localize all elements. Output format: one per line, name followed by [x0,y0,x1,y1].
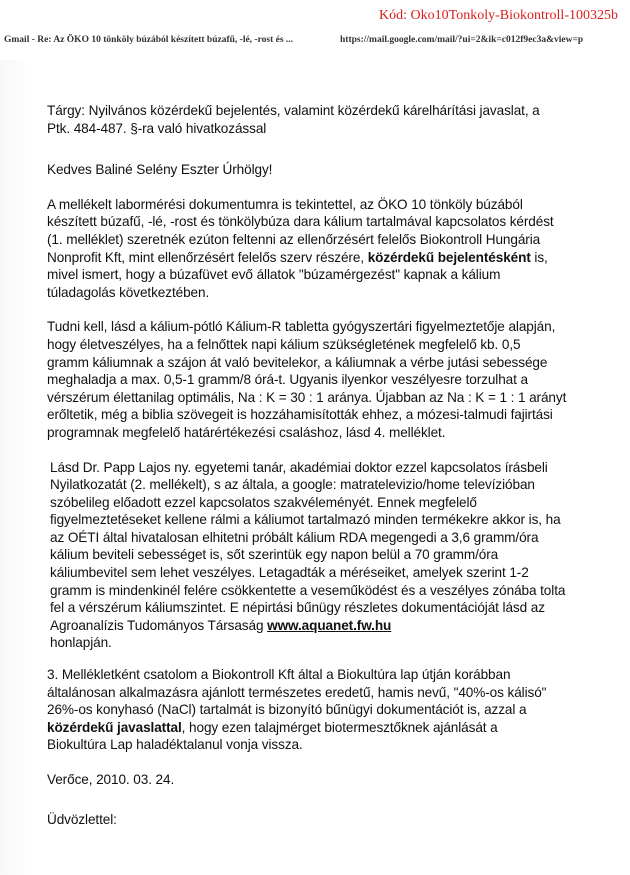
scan-edge-shading [0,60,30,875]
paragraph-1-text-a: A mellékelt labormérési dokumentumra is tekintettel, az ÖKO 10 tönköly búzából készített búzafű, -lé, -rost és tönkölybúza dara kálium tartalmával kapcsolatos kérdést (1. melléklet) szeretnék ezúton feltenni az ellenőrzésért felelős Biokontroll Hungária Nonprofit Kft, mint ellenőrzésért felelős szerv részére, [47,196,554,265]
paragraph-3-text-a: Lásd Dr. Papp Lajos ny. egyetemi tanár, akadémiai doktor ezzel kapcsolatos írásbeli Nyilatkozatát (2. mellékelt), s az általa, a google: matratelevizio/home televízióban szóbelileg előadott ezzel kapcsolatos szakvéleményét. Ennek megfelelő figyelmeztetéseket kellene rálmi a káliumot tartalmazó minden termékekre akkor is, ha az OÉTI által hivatalosan elhitetni próbált kálium RDA megengedi a 3,6 gramm/óra kálium beviteli sebességet is, sőt szerintük egy napon belül a 70 gramm/óra káliumbevitel sem lehet veszélyes. Letagadták a méréseiket, amelyek szerint 1-2 gramm is mindenkinél felére csökkentette a veseműködést és a veszélyes zónába tolta fel a vérszérum káliumszintet. E népirtási bűnügy részletes dokumentációját lásd az Agroanalízis Tudományos Társaság [50,459,566,633]
email-subject-header: Gmail - Re: Az ÖKO 10 tönköly búzából készített búzafű, -lé, -rost és ... [4,35,294,45]
paragraph-1-bold: közérdekű bejelentésként [367,249,531,265]
paragraph-4-text-b: , hogy ezen talajmérget biotermesztőknek ajánlását a Biokultúra Lap haladéktalanul vonja vissza. [47,719,498,753]
paragraph-3 [47,459,627,653]
paragraph-2: Tudni kell, lásd a kálium-pótló Kálium-R tabletta gyógyszertári figyelmeztetője alapján, hogy életveszélyes, ha a felnőttek napi kálium szükségletének megfelelő kb. 0,5 gramm káliumnak a szájon át való bevitelekor, a káliumnak a vérbe jutási sebessége meghaladja a max. 0,5-1 gramm/8 órá-t. Ugyanis ilyenkor veszélyesre torzulhat a vérszérum élettanilag optimális, Na : K = 30 : 1 aránya. Újabban az Na : K = 1 : 1 arányt erőltetik, még a biblia szövegeit is hozzáhamisították ehhez, a mózesi-talmudi fajirtási programnak megfelelő határértékezési csaláshoz, lásd 4. melléklet. [47,319,567,440]
paragraph-1-text-b: is, mivel ismert, hogy a búzafüvet evő állatok "búzamérgezést" kapnak a kálium túladagolás következtében. [47,249,548,300]
letter-closing: Üdvözlettel: [47,811,117,827]
paragraph-4 [47,666,627,754]
paragraph-1 [47,196,627,302]
email-url-header: https://mail.google.com/mail/?ui=2&ik=c012f9ec3a&view=p [340,35,584,45]
document-code-label: Kód: Oko10Tonkoly-Biokontroll-100325b [379,8,618,23]
letter-body [47,102,627,828]
aquanet-link[interactable]: www.aquanet.fw.hu [267,617,392,633]
paragraph-4-bold: közérdekű javaslattal [47,719,182,735]
letter-subject: Tárgy: Nyilvános közérdekű bejelentés, valamint közérdekű kárelhárítási javaslat, a Ptk. 484-487. §-ra való hivatkozással [47,103,540,136]
place-and-date: Verőce, 2010. 03. 24. [47,772,175,787]
letter-greeting: Kedves Baliné Selény Eszter Úrhölgy! [47,162,273,178]
paragraph-4-text-a: 3. Mellékletként csatolom a Biokontroll Kft által a Biokultúra lap útján korábban általánosan alkalmazásra ajánlott természetes eredetű, hamis nevű, "40%-os kálisó" 26%-os konyhasó (NaCl) tartalmát is bizonyító bűnügyi dokumentációt is, azzal a [47,667,547,718]
paragraph-3-text-b: honlapján. [50,635,112,651]
